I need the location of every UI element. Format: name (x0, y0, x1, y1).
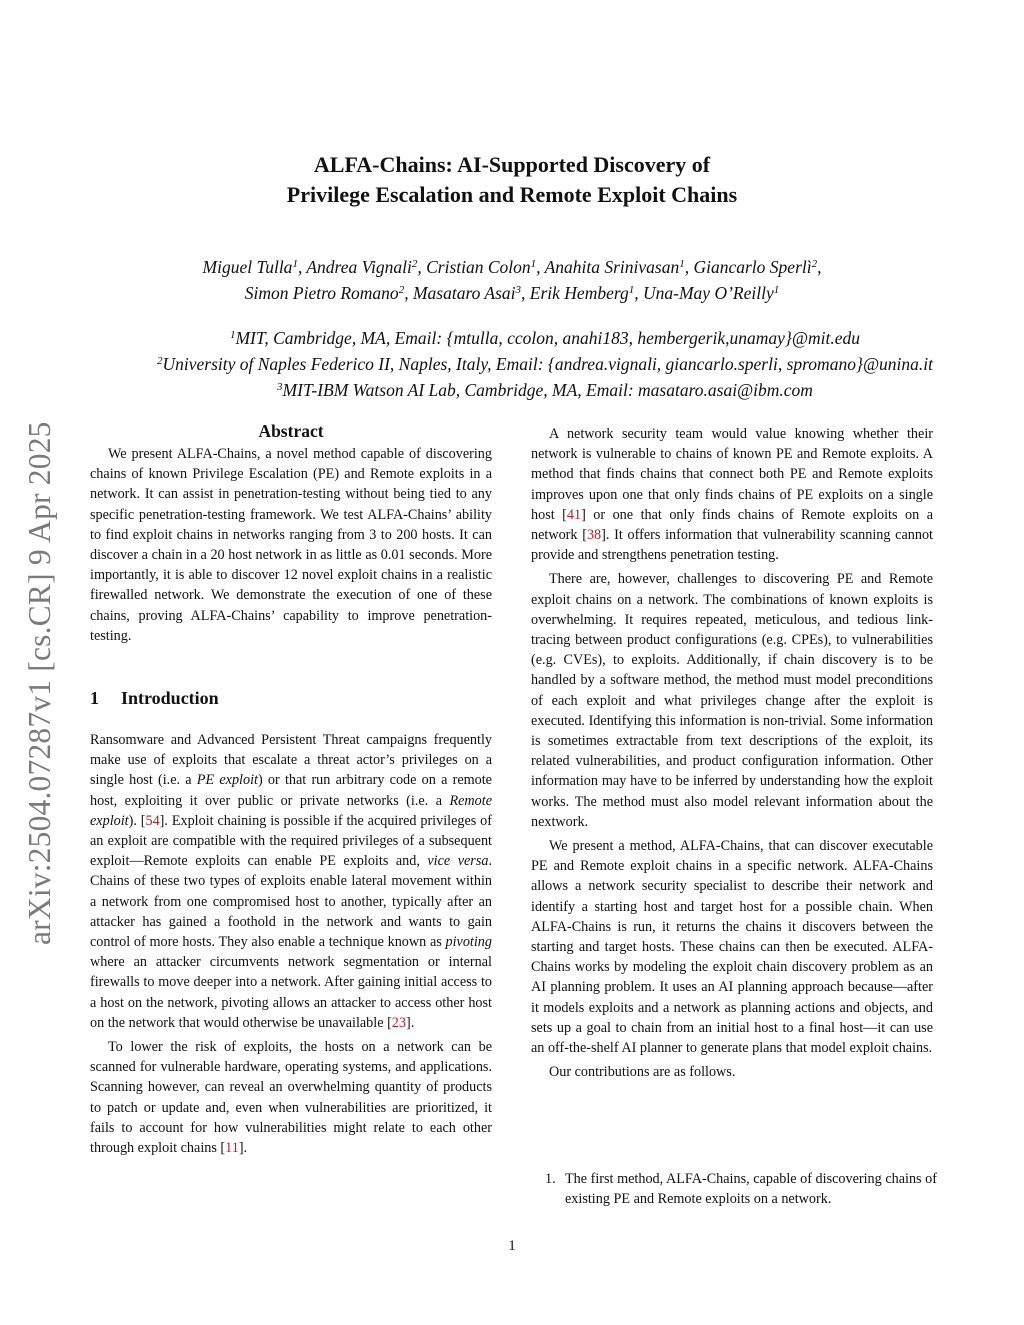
author-line-1 (0, 254, 1024, 280)
text-run: ] or one that only finds chains of Remote exploits on a network [ (531, 506, 933, 544)
right-column-body (531, 424, 933, 1083)
arxiv-identifier[interactable]: arXiv:2504.07287v1 [cs.CR] 9 Apr 2025 (22, 421, 57, 945)
list-item (545, 1169, 937, 1209)
right-paragraph-1 (531, 424, 933, 565)
text-run: A network security team would value knowing whether their network is vulnerable to chains of known PE and Remote exploits. A method that finds chains that connect both PE and Remote exploits improves upon one that only finds chains of PE exploits on a single host [ (531, 426, 933, 523)
text-run: Ransomware and Advanced Persistent Threat campaigns frequently make use of exploits that escalate a threat actor’s privileges on a single host (i.e. a (90, 732, 492, 789)
text-run: ]. (238, 1140, 248, 1157)
paper-title (0, 150, 1024, 210)
title-line-2: Privilege Escalation and Remote Exploit Chains (286, 182, 738, 207)
list-marker: 1. (545, 1171, 556, 1187)
text-run: ]. Exploit chaining is possible if the acquired privileges of an exploit are compatible with the required privileges of a subsequent exploit—Remote exploits can enable PE exploits and, (90, 812, 492, 870)
right-paragraph-3: We present a method, ALFA-Chains, that can discover executable PE and Remote exploit chains in a specific network. ALFA-Chains allows a network security specialist to describe their network and identify a starting host and target host for a possible chain. When ALFA-Chains is run, it returns the chains it discovers between the starting and target hosts. These chains can then be executed. ALFA-Chains works by modeling the exploit chain discovery problem as an AI planning problem. It uses an AI planning approach because—after it models exploits and a network as planning actions and objects, and sets up a goal to chain from an initial host to a final host—it can use an off-the-shelf AI planner to generate plans that model exploit chains. (531, 838, 933, 1057)
abstract-heading: Abstract (258, 421, 324, 441)
list-item-text: The first method, ALFA-Chains, capable of discovering chains of existing PE and Remote exploits on a network. (565, 1171, 937, 1208)
citation-link[interactable]: 11 (225, 1140, 239, 1157)
title-line-1: ALFA-Chains: AI-Supported Discovery of (313, 152, 711, 177)
text-run: ]. (405, 1014, 415, 1031)
abstract-paragraph: We present ALFA-Chains, a novel method capable of discovering chains of known Privilege Escalation (PE) and Remote exploits in a network. It can assist in penetration-testing without being tied to any specific penetration-testing framework. We test ALFA-Chains’ ability to find exploit chains in networks ranging from 3 to 200 hosts. It can discover a chain in a 20 host network in as little as 0.01 seconds. More importantly, it is able to discover 12 novel exploit chains in a realistic firewalled network. We demonstrate the execution of one of these chains, proving ALFA-Chains’ capability to improve penetration-testing. (90, 446, 492, 644)
text-run: ]. It offers information that vulnerability scanning cannot provide and strengthens penetration testing. (531, 527, 933, 564)
text-run: . Chains of these two types of exploits enable lateral movement within a network from one compromised host to another, typically after an attacker has gained a foothold in the network and wants to gain control of more hosts. They also enable a technique known as (90, 853, 492, 951)
section-heading-introduction (90, 688, 219, 709)
right-paragraph-4: Our contributions are as follows. (549, 1064, 736, 1081)
emphasis-remote-exploit: Remote exploit (90, 792, 492, 829)
affiliation-list (0, 325, 1024, 403)
text-run: To lower the risk of exploits, the hosts on a network can be scanned for vulnerable hardware, operating systems, and applications. Scanning however, can reveal an overwhelming quantity of products to patch or update and, even when vulnerabilities are prioritized, it fails to account for how vulnerabilities might relate to each other through exploit chains [ (90, 1039, 492, 1157)
text-run: ). [ (128, 812, 146, 829)
page-number: 1 (508, 1238, 516, 1254)
abstract-body (90, 444, 492, 646)
author-list (0, 254, 1024, 306)
citation-link[interactable]: 23 (391, 1014, 406, 1031)
section-number: 1 (90, 688, 99, 708)
section-title: Introduction (121, 688, 219, 708)
citation-link[interactable]: 41 (566, 506, 582, 523)
intro-paragraph-1 (90, 730, 492, 1033)
citation-link[interactable]: 38 (586, 527, 602, 544)
emphasis-pe-exploit: PE exploit (196, 772, 258, 789)
author-text: Miguel Tulla$^1$, Andrea Vignali$^2$, Cristian Colon$^1$, Anahita Srinivasan$^1$, Giancarlo Sperlì$^2$, (202, 257, 822, 277)
intro-paragraph-2 (90, 1037, 492, 1158)
contributions-list (545, 1169, 937, 1209)
affiliation-1: $^1$MIT, Cambridge, MA, Email: {mtulla, ccolon, anahi183, hembergerik,unamay}@mit.edu (229, 328, 860, 348)
right-paragraph-2: There are, however, challenges to discovering PE and Remote exploit chains on a network. The combinations of known exploits is overwhelming. It requires repeated, meticulous, and tedious link-tracing between product configurations (e.g. CPEs), to vulnerabilities (e.g. CVEs), to exploits. Additionally, if chain discovery is to be handled by a software method, the method must model preconditions of each exploit and what privileges change after the exploit is executed. Identifying this information is non-trivial. Some information is sometimes extractable from text descriptions of the exploit, its related vulnerabilities, and product configuration information. Other information may have to be inferred by understanding how the exploit works. The method must also model relevant information about the nextwork. (531, 571, 933, 830)
author-line-2 (0, 280, 1024, 306)
introduction-body (90, 730, 492, 1158)
text-run: where an attacker circumvents network segmentation or internal firewalls to move deeper into a network. After gaining initial access to a host on the network, pivoting allows an attacker to access other host on the network that would otherwise be unavailable [ (90, 954, 492, 1031)
author-text: Simon Pietro Romano$^2$, Masataro Asai$^3$, Erik Hemberg$^1$, Una-May O’Reilly$^1$ (244, 283, 780, 303)
text-run: ) or that run arbitrary code on a remote host, exploiting it over public or private networks (i.e. a (90, 772, 492, 809)
affiliation-3: $^3$MIT-IBM Watson AI Lab, Cambridge, MA, Email: masataro.asai@ibm.com (277, 380, 813, 400)
affiliation-2: $^2$University of Naples Federico II, Naples, Italy, Email: {andrea.vignali, giancarlo.sperli, spromano}@unina.it (156, 354, 934, 374)
citation-link[interactable]: 54 (145, 812, 160, 829)
emphasis-pivoting: pivoting (445, 934, 492, 951)
emphasis-vice-versa: vice versa (427, 853, 489, 870)
